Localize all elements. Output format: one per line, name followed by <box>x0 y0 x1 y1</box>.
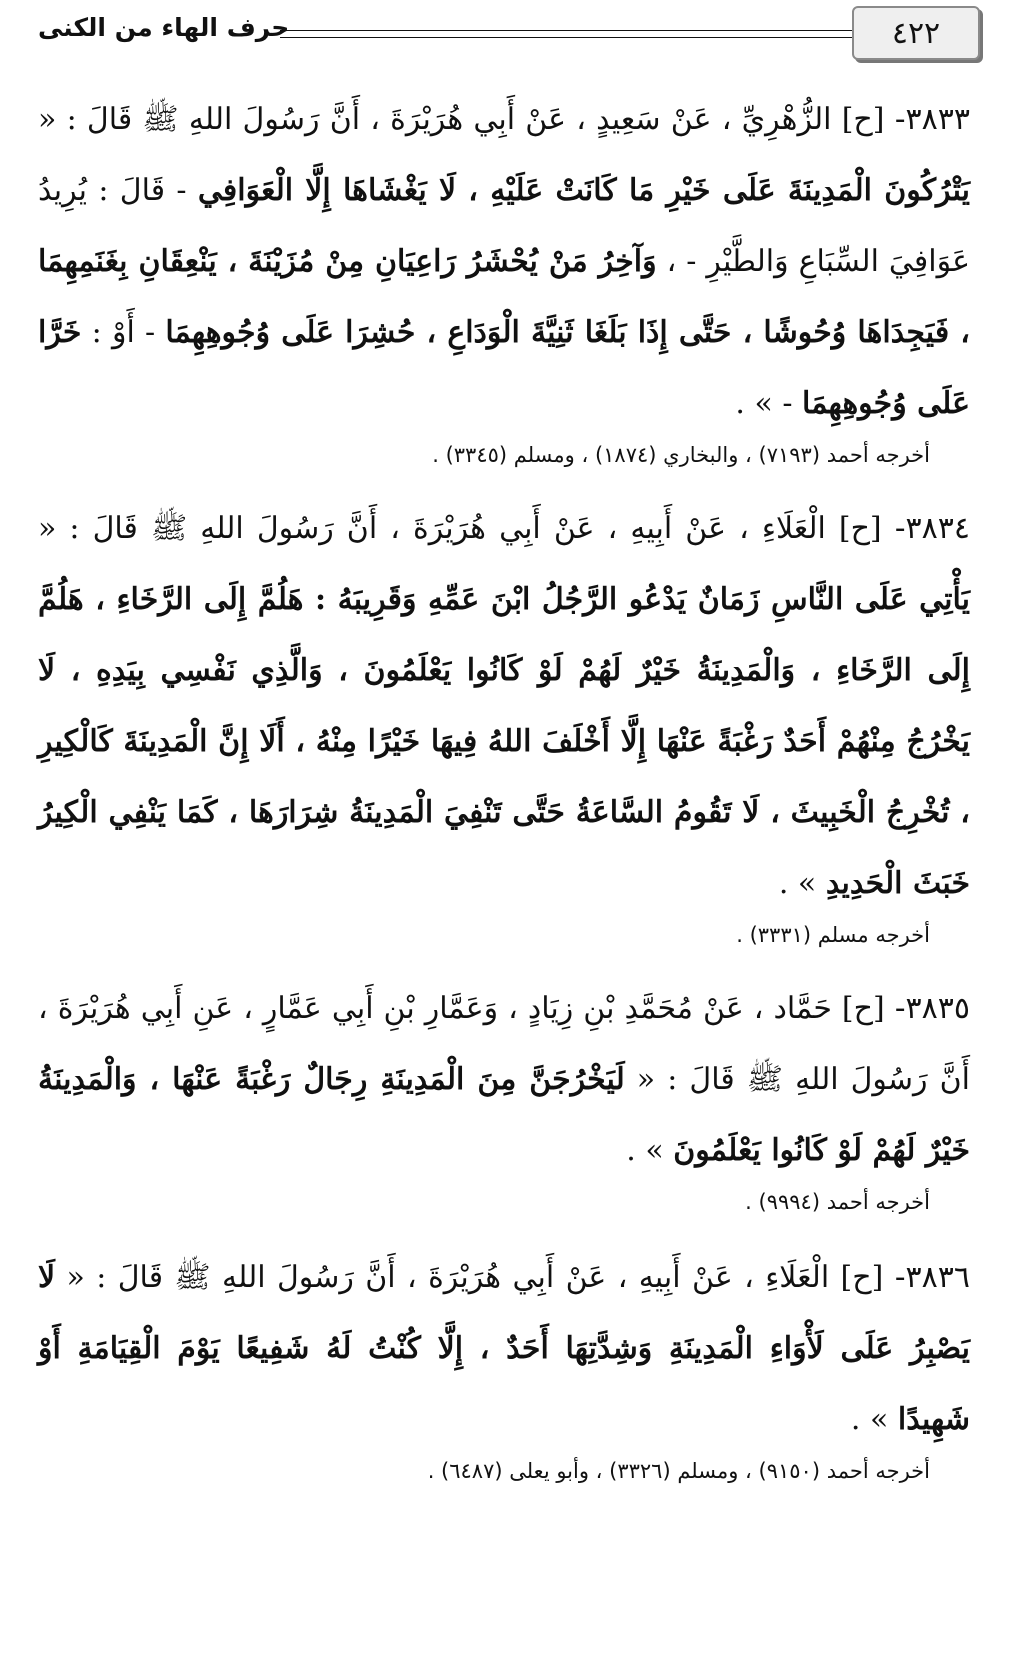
hadith-matn: يَتْرُكُونَ الْمَدِينَةَ عَلَى خَيْرِ مَا كَانَتْ عَلَيْهِ ، لَا يَغْشَاهَا إِلَّا الْعَوَافِي <box>197 173 971 208</box>
hadith-text <box>38 1242 970 1455</box>
hadith-number: ٣٨٣٤- <box>894 511 970 546</box>
hadith-text <box>38 493 970 919</box>
header-rule-bottom <box>280 37 852 38</box>
hadith-isnad: [ح] حَمَّاد ، عَنْ مُحَمَّدِ بْنِ زِيَادٍ ، وَعَمَّارِ بْنِ أَبِي عَمَّارٍ ، عَنِ أَبِي هُرَيْرَةَ ، أَنَّ رَسُولَ اللهِ ﷺ قَالَ : « <box>38 991 970 1097</box>
header-rule-top <box>280 30 852 31</box>
hadith-number: ٣٨٣٥- <box>894 991 970 1026</box>
hadith-block-3834 <box>38 493 970 951</box>
takhrij-note: أخرجه أحمد (٩٩٩٤) . <box>745 1190 930 1214</box>
hadith-ending: » . <box>626 1133 674 1168</box>
hadith-matn: وَآخِرُ مَنْ يُحْشَرُ رَاعِيَانِ مِنْ مُزَيْنَةَ ، يَنْعِقَانِ بِغَنَمِهِمَا ، فَيَجِدَاهَا وُحُوشًا ، حَتَّى إِذَا بَلَغَا ثَنِيَّةَ الْوَدَاعِ ، حُشِرَا عَلَى وُجُوهِهِمَا <box>38 244 970 350</box>
hadith-block-3836 <box>38 1242 970 1487</box>
hadith-block-3835 <box>38 973 970 1218</box>
hadith-number: ٣٨٣٦- <box>894 1260 970 1295</box>
takhrij-note: أخرجه أحمد (٧١٩٣) ، والبخاري (١٨٧٤) ، ومسلم (٣٣٤٥) . <box>432 443 930 467</box>
takhrij-note: أخرجه أحمد (٩١٥٠) ، ومسلم (٣٣٢٦) ، وأبو يعلى (٦٤٨٧) . <box>427 1459 930 1483</box>
hadith-interjection: - أَوْ : <box>81 315 166 350</box>
hadith-number: ٣٨٣٣- <box>894 102 970 137</box>
hadith-matn: خَرَّا عَلَى وُجُوهِهِمَا <box>38 315 970 421</box>
hadith-matn: لَيَخْرُجَنَّ مِنَ الْمَدِينَةِ رِجَالٌ رَغْبَةً عَنْهَا ، وَالْمَدِينَةُ خَيْرٌ لَهُمْ لَوْ كَانُوا يَعْلَمُونَ <box>38 1062 970 1168</box>
page-header <box>30 0 980 70</box>
page-number: ٤٢٢ <box>852 6 980 60</box>
hadith-ending: » . <box>778 866 826 901</box>
hadith-matn: لَا يَصْبِرُ عَلَى لَأْوَاءِ الْمَدِينَةِ وَشِدَّتِهَا أَحَدٌ ، إِلَّا كُنْتُ لَهُ شَفِيعًا يَوْمَ الْقِيَامَةِ أَوْ شَهِيدًا <box>38 1260 970 1437</box>
hadith-ending: - » . <box>735 386 803 421</box>
takhrij-note: أخرجه مسلم (٣٣٣١) . <box>736 923 930 947</box>
page-content <box>38 84 970 1507</box>
hadith-block-3833 <box>38 84 970 471</box>
hadith-isnad: [ح] الْعَلَاءِ ، عَنْ أَبِيهِ ، عَنْ أَبِي هُرَيْرَةَ ، أَنَّ رَسُولَ اللهِ ﷺ قَالَ : « <box>55 1260 895 1295</box>
hadith-text <box>38 84 970 439</box>
running-title: حرف الهاء من الكنى <box>38 13 290 42</box>
hadith-ending: » . <box>850 1402 898 1437</box>
hadith-text <box>38 973 970 1186</box>
hadith-isnad: [ح] الزُّهْرِيِّ ، عَنْ سَعِيدٍ ، عَنْ أَبِي هُرَيْرَةَ ، أَنَّ رَسُولَ اللهِ ﷺ قَالَ : « <box>38 102 895 137</box>
hadith-isnad: [ح] الْعَلَاءِ ، عَنْ أَبِيهِ ، عَنْ أَبِي هُرَيْرَةَ ، أَنَّ رَسُولَ اللهِ ﷺ قَالَ : « <box>38 511 895 546</box>
hadith-matn: يَأْتِي عَلَى النَّاسِ زَمَانٌ يَدْعُو الرَّجُلُ ابْنَ عَمِّهِ وَقَرِيبَهُ : هَلُمَّ إِلَى الرَّخَاءِ ، هَلُمَّ إِلَى الرَّخَاءِ ، وَالْمَدِينَةُ خَيْرٌ لَهُمْ لَوْ كَانُوا يَعْلَمُونَ ، وَالَّذِي نَفْسِي بِيَدِهِ ، لَا يَخْرُجُ مِنْهُمْ أَحَدٌ رَغْبَةً عَنْهَا إِلَّا أَخْلَفَ اللهُ فِيهَا خَيْرًا مِنْهُ ، أَلَا إِنَّ الْمَدِينَةَ كَالْكِيرِ ، تُخْرِجُ الْخَبِيثَ ، لَا تَقُومُ السَّاعَةُ حَتَّى تَنْفِيَ الْمَدِينَةُ شِرَارَهَا ، كَمَا يَنْفِي الْكِيرُ خَبَثَ الْحَدِيدِ <box>38 582 970 901</box>
hadith-interjection: - قَالَ : يُرِيدُ عَوَافِيَ السِّبَاعِ وَالطَّيْرِ - ، <box>38 173 970 279</box>
